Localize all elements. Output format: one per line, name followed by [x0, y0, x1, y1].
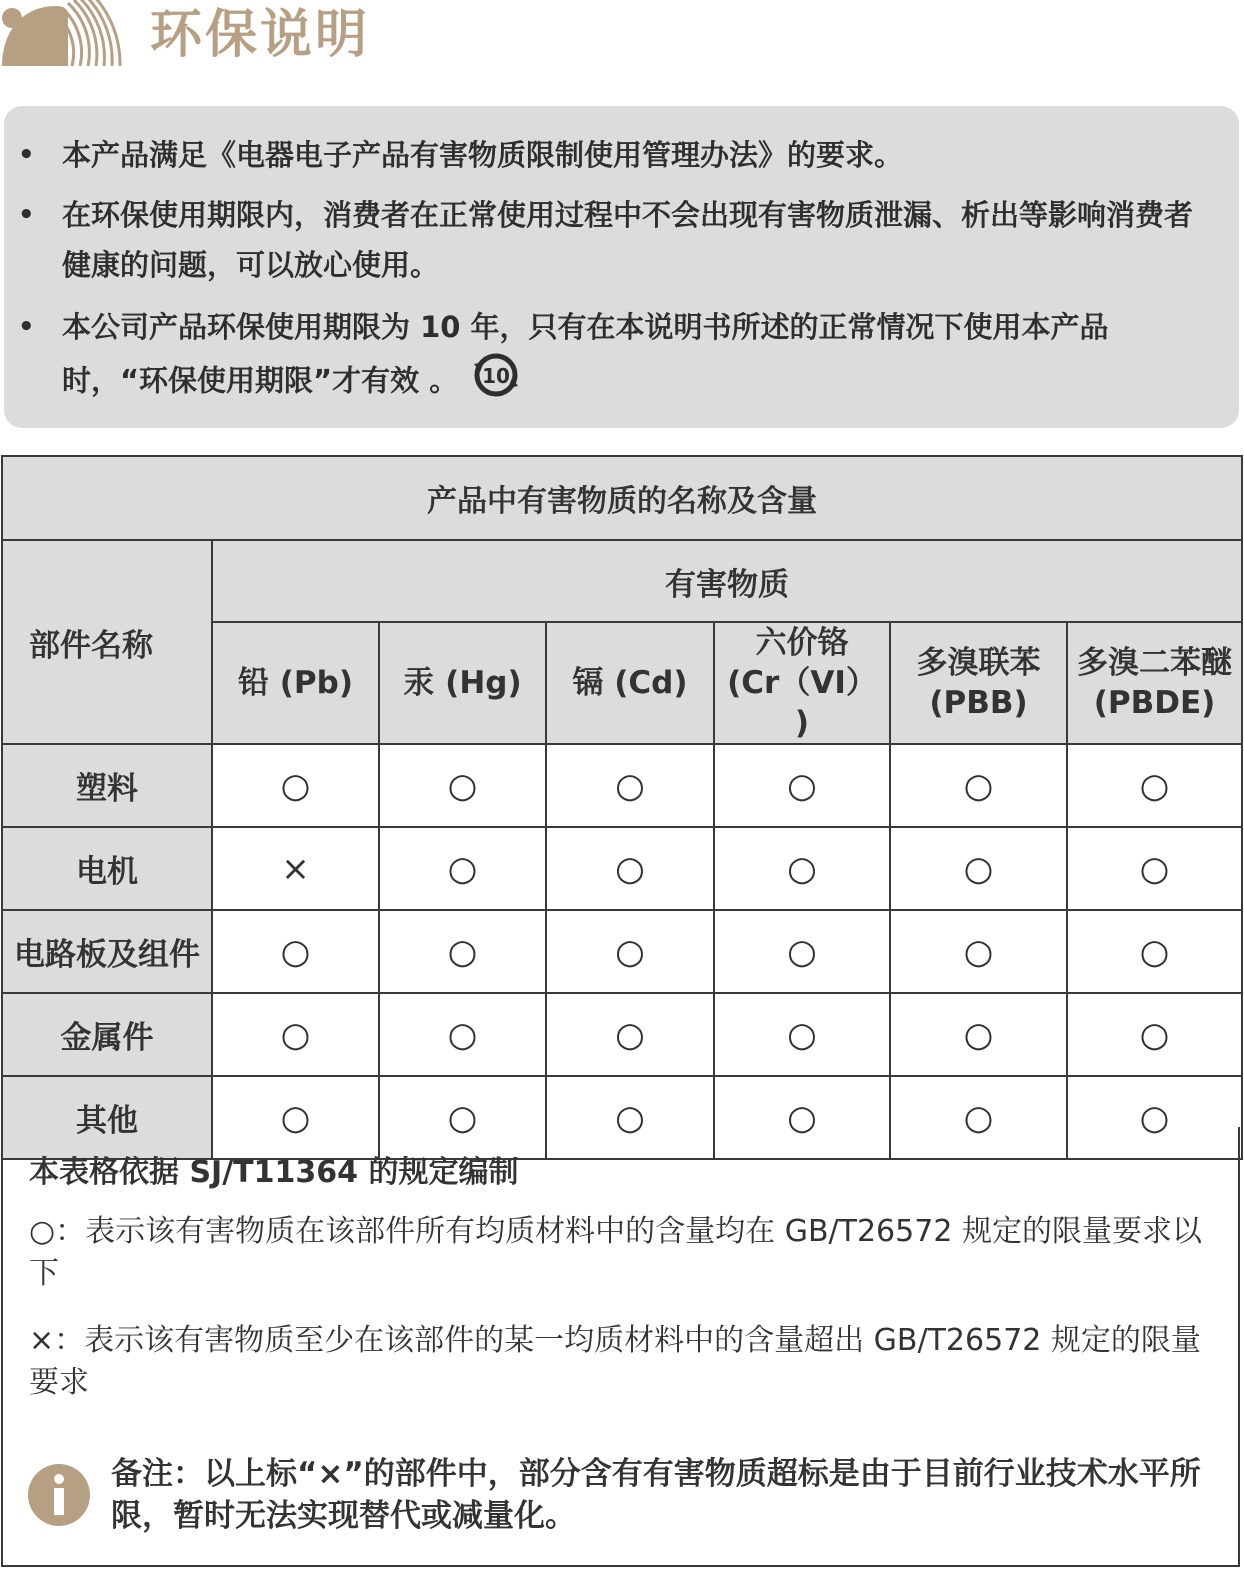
within-limit-mark: ○ [546, 1076, 714, 1159]
part-name-cell: 其他 [2, 1076, 212, 1159]
within-limit-mark: ○ [212, 910, 379, 993]
table-row [2, 993, 1242, 1076]
hazardous-substance-table [1, 455, 1243, 1160]
within-limit-mark: ○ [1067, 827, 1242, 910]
within-limit-mark: ○ [546, 910, 714, 993]
substance-header-line: (PBDE) [1093, 685, 1216, 721]
note-item-2: 在环保使用期限内，消费者在正常使用过程中不会出现有害物质泄漏、析出等影响消费者健康的问题，可以放心使用。 [62, 198, 1194, 282]
table-row [2, 910, 1242, 993]
eco-period-10-icon [470, 352, 522, 413]
within-limit-mark: ○ [714, 910, 890, 993]
exceeds-limit-mark: × [212, 827, 379, 910]
remark-note: 备注：以上标“×”的部件中，部分含有有害物质超标是由于目前行业技术水平所限，暂时无法实现替代或减量化。 [111, 1456, 1201, 1534]
within-limit-mark: ○ [1067, 744, 1242, 827]
within-limit-mark: ○ [714, 744, 890, 827]
within-limit-mark: ○ [546, 827, 714, 910]
table-row [2, 744, 1242, 827]
within-limit-mark: ○ [890, 910, 1067, 993]
substance-header-5 [890, 622, 1067, 744]
table-body [2, 744, 1242, 1159]
within-limit-mark: ○ [212, 744, 379, 827]
substance-header-2 [379, 622, 546, 744]
substance-header-1 [212, 622, 379, 744]
within-limit-mark: ○ [379, 1076, 546, 1159]
within-limit-mark: ○ [379, 993, 546, 1076]
within-limit-mark: ○ [379, 744, 546, 827]
brand-arc-logo [0, 0, 130, 68]
within-limit-mark: ○ [546, 993, 714, 1076]
substance-group-header: 有害物质 [212, 540, 1242, 622]
legend-cross: ×：表示该有害物质至少在该部件的某一均质材料中的含量超出 GB/T26572 规定的限量要求 [29, 1323, 1201, 1400]
substance-header-line: (Cr（VI） ) [727, 665, 877, 741]
footer-notes [1, 1127, 1240, 1567]
within-limit-mark: ○ [890, 993, 1067, 1076]
within-limit-mark: ○ [546, 744, 714, 827]
bullet-marker: • [18, 140, 35, 170]
within-limit-mark: ○ [379, 910, 546, 993]
within-limit-mark: ○ [714, 993, 890, 1076]
within-limit-mark: ○ [890, 827, 1067, 910]
part-name-cell: 电机 [2, 827, 212, 910]
substance-header-6 [1067, 622, 1242, 744]
within-limit-mark: ○ [212, 1076, 379, 1159]
substance-header-line: 铅 (Pb) [237, 665, 354, 701]
substance-header-line: 多溴联苯 [916, 645, 1041, 681]
substance-header-line: 镉 (Cd) [572, 665, 688, 701]
note-item-3 [62, 302, 1212, 413]
within-limit-mark: ○ [714, 827, 890, 910]
part-name-cell: 金属件 [2, 993, 212, 1076]
note-item-1: 本产品满足《电器电子产品有害物质限制使用管理办法》的要求。 [62, 138, 904, 172]
substance-header-line: 六价铬 [755, 625, 849, 661]
within-limit-mark: ○ [1067, 993, 1242, 1076]
note-item-3-text: 本公司产品环保使用期限为 10 年，只有在本说明书所述的正常情况下使用本产品时，“环保使用期限”才有效 。 [62, 310, 1109, 398]
within-limit-mark: ○ [714, 1076, 890, 1159]
substance-header-3 [546, 622, 714, 744]
part-name-header: 部件名称 [2, 540, 212, 744]
substance-header-line: 多溴二苯醚 [1077, 645, 1232, 681]
part-name-cell: 电路板及组件 [2, 910, 212, 993]
substance-header-line: (PBB) [929, 685, 1028, 721]
substance-header-line: 汞 (Hg) [403, 665, 522, 701]
bullet-marker: • [18, 312, 35, 342]
within-limit-mark: ○ [1067, 1076, 1242, 1159]
within-limit-mark: ○ [890, 744, 1067, 827]
eco-icon-label: 10 [482, 364, 511, 388]
within-limit-mark: ○ [1067, 910, 1242, 993]
legend-circle: ○：表示该有害物质在该部件所有均质材料中的含量均在 GB/T26572 规定的限量要求以下 [29, 1214, 1202, 1291]
part-name-cell: 塑料 [2, 744, 212, 827]
standard-basis: 本表格依据 SJ/T11364 的规定编制 [29, 1155, 519, 1190]
table-row [2, 827, 1242, 910]
bullet-marker: • [18, 200, 35, 230]
info-icon [27, 1463, 91, 1527]
table-title: 产品中有害物质的名称及含量 [2, 456, 1242, 540]
within-limit-mark: ○ [212, 993, 379, 1076]
substance-header-4 [714, 622, 890, 744]
within-limit-mark: ○ [890, 1076, 1067, 1159]
page-header [0, 0, 1244, 72]
within-limit-mark: ○ [379, 827, 546, 910]
notes-box [4, 106, 1239, 428]
page-title: 环保说明 [150, 5, 371, 65]
